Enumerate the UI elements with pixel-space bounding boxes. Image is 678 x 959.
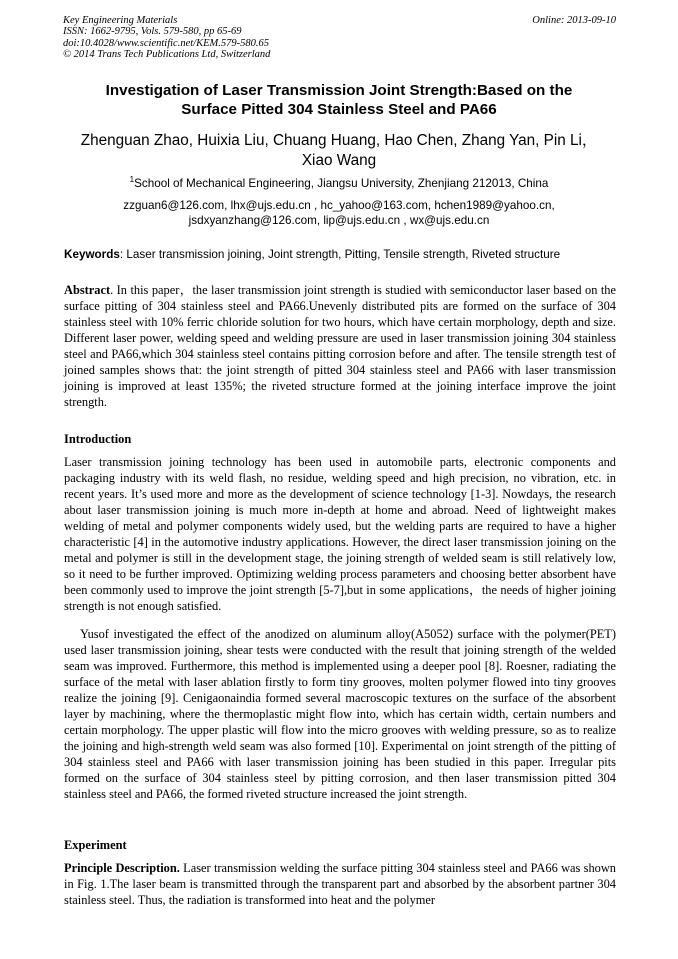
authors-line-2: Xiao Wang [301,152,377,169]
abstract-text: . In this paper，the laser transmission joint strength is studied with semiconductor laser based on the surface pitting of 304 stainless steel and PA66.Unevenly distributed pits are formed on the surface of 304 stainless steel with 10% ferric chloride solution for two hours, which have certain morphology, depth and size. Different laser power, welding speed and welding pressure are used in laser transmission joining 304 stainless steel and PA66,which 304 stainless steel contains pitting corrosion before and after. The tensile strength test of joined samples shows that: the joint strength of pitted 304 stainless steel and PA66 with laser transmission joining is improved at least 135%; the riveted structure formed at the joining interface improve the joint strength. [64,283,616,409]
author-list [40,131,638,171]
abstract-label: Abstract [64,283,111,297]
keywords-text: : Laser transmission joining, Joint strength, Pitting, Tensile strength, Riveted structure [119,248,561,261]
authors-line-1: Zhenguan Zhao, Huixia Liu, Chuang Huang, Hao Chen, Zhang Yan, Pin Li， [80,132,598,149]
emails-line-1[interactable]: zzguan6@126.com, lhx@ujs.edu.cn , hc_yahoo@163.com, hchen1989@yahoo.cn, [123,199,555,212]
keywords [64,247,624,262]
author-emails [60,198,618,228]
title-line-1: Investigation of Laser Transmission Joint Strength:Based on the [105,82,573,99]
paper-title [40,81,638,119]
affiliation-marker: 1 [129,175,135,185]
journal-doi[interactable]: doi:10.4028/www.scientific.net/KEM.579-580.65 [63,37,269,49]
title-line-2: Surface Pitted 304 Stainless Steel and PA66 [181,101,497,118]
introduction-paragraph-2: Yusof investigated the effect of the anodized on aluminum alloy(A5052) surface with the polymer(PET) used laser transmission joining, shear tests were conducted with the result that joining strength of the welded seam was improved. Furthermore, this method is implemented using a deeper pool [8]. Roesner, radiating the surface of the metal with laser ablation firstly to form tiny grooves, molten polymer flowed into tiny grooves realize the joining [9]. Cenigaonaindia formed several macroscopic textures on the surface of the absorbent layer by machining, where the thermoplastic might flow into, which has certain width, certain numbers and certain morphology. The upper plastic will flow into the micro grooves with welding pressure, so as to realize the joining and high-strength weld seam was also formed [10]. Experimental on joint strength of the pitting of 304 stainless steel and PA66 with laser transmission joining has been studied in this paper. Irregular pits formed on the surface of 304 stainless steel by pitting corrosion, and then laser transmission pitted 304 stainless steel and PA66, the formed riveted structure increased the joint strength. [64,627,616,801]
keywords-label: Keywords [64,248,120,261]
affiliation-text: School of Mechanical Engineering, Jiangsu University, Zhenjiang 212013, China [134,177,549,190]
section-heading-experiment: Experiment [64,838,127,852]
section-heading-introduction: Introduction [64,432,132,446]
emails-line-2[interactable]: jsdxyanzhang@126.com, lip@ujs.edu.cn , wx@ujs.edu.cn [188,214,490,227]
online-date: Online: 2013-09-10 [532,15,616,26]
journal-issn: ISSN: 1662-9795, Vols. 579-580, pp 65-69 [63,26,242,38]
journal-meta [63,15,270,61]
principle-text: Laser transmission welding the surface pitting 304 stainless steel and PA66 was shown in Fig. 1.The laser beam is transmitted through the transparent part and absorbed by the absorbent partner 304 stainless steel. Thus, the radiation is transformed into heat and the polymer [64,861,616,907]
journal-copyright: © 2014 Trans Tech Publications Ltd, Switzerland [63,49,271,61]
abstract [64,283,616,411]
journal-name: Key Engineering Materials [63,15,178,26]
principle-description-paragraph [64,861,616,909]
introduction-paragraph-1: Laser transmission joining technology has been used in automobile parts, electronic components and packaging industry with its weld flash, no residue, welding speed and high precision, no vibration, etc. in recent years. It’s used more and more as the development of science technology [1-3]. Nowdays, the research about laser transmission joining is much more in-depth at home and abroad. Need of lightweight makes welding of metal and polymer components widely used, but the welding parts are required to have a higher characteristic [4] in the automotive industry applications. However, the direct laser transmission joining on the metal and polymer is still in the development stage, the joining strength of welded seam is still relatively low, so it need to be further improved. Optimizing welding process parameters and choosing better absorbent have been commonly used to improve the joint strength [5-7],but in some applications，the needs of higher joining strength is not enough satisfied. [64,455,616,613]
principle-label: Principle Description. [64,861,180,875]
affiliation [40,176,638,191]
